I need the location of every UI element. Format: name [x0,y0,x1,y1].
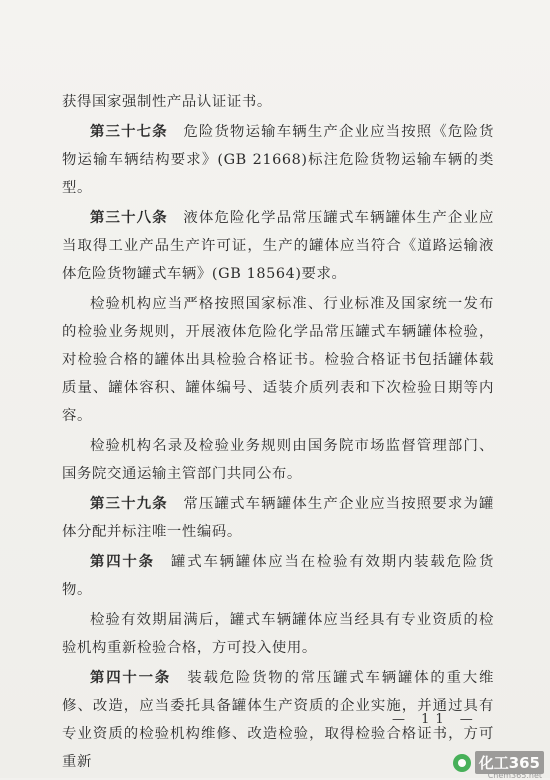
paragraph-8 [62,606,494,662]
paragraph-4 [62,290,494,430]
article-heading: 第三十九条 [90,495,168,512]
paragraph-text: 罐式车辆罐体应当在检验有效期内装载危险货物。 [62,554,494,598]
paragraph-5 [62,432,494,488]
paragraph-text: 获得国家强制性产品认证证书。 [62,94,272,110]
page-number: — 11 — [392,712,479,727]
watermark-text: 化工365 [475,751,544,774]
wechat-logo-icon [453,754,471,772]
paragraph-6 [62,490,494,546]
paragraph-2 [62,118,494,202]
article-heading: 第四十一条 [90,669,172,686]
paragraph-text: 检验机构名录及检验业务规则由国务院市场监督管理部门、国务院交通运输主管部门共同公布。 [62,438,494,482]
article-heading: 第四十条 [90,553,155,570]
paragraph-7 [62,548,494,604]
paragraph-3 [62,204,494,288]
document-body [62,88,494,778]
paragraph-text: 常压罐式车辆罐体生产企业应当按照要求为罐体分配并标注唯一性编码。 [62,496,494,540]
watermark-url: Chem365.net [487,771,542,780]
paragraph-text: 危险货物运输车辆生产企业应当按照《危险货物运输车辆结构要求》(GB 21668)标注危险货物运输车辆的类型。 [62,124,494,196]
paragraph-1 [62,88,494,116]
article-heading: 第三十八条 [90,209,168,226]
paragraph-text: 液体危险化学品常压罐式车辆罐体生产企业应当取得工业产品生产许可证，生产的罐体应当符合《道路运输液体危险货物罐式车辆》(GB 18564)要求。 [62,210,494,282]
paragraph-text: 检验机构应当严格按照国家标准、行业标准及国家统一发布的检验业务规则，开展液体危险化学品常压罐式车辆罐体检验，对检验合格的罐体出具检验合格证书。检验合格证书包括罐体载质量、罐体容积、罐体编号、适装介质列表和下次检验日期等内容。 [62,296,494,424]
paragraph-text: 装载危险货物的常压罐式车辆罐体的重大维修、改造，应当委托具备罐体生产资质的企业实施，并通过具有专业资质的检验机构维修、改造检验，取得检验合格证书，方可重新 [62,670,494,770]
article-heading: 第三十七条 [90,123,168,140]
paragraph-text: 检验有效期届满后，罐式车辆罐体应当经具有专业资质的检验机构重新检验合格，方可投入使用。 [62,612,494,656]
